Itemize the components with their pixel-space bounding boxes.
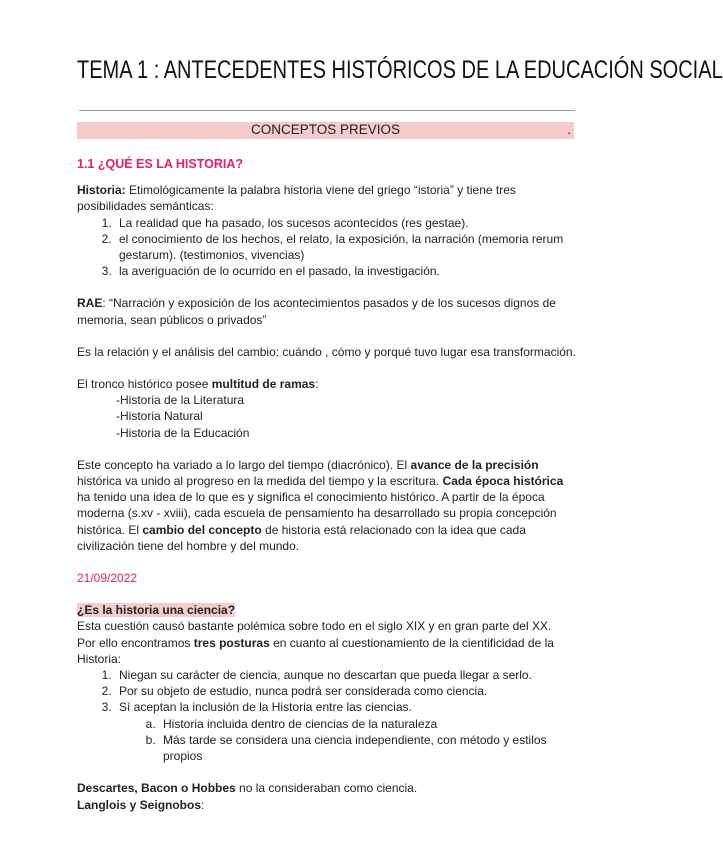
text: Etimológicamente la palabra historia viene del griego “istoria” y tiene tres posibilidades semánticas:: [77, 183, 516, 214]
list-item: 3. la averiguación de lo ocurrido en el pasado, la investigación.: [115, 263, 577, 279]
list-item: 1. La realidad que ha pasado, los sucesos acontecidos (res gestae).: [115, 215, 577, 231]
relacion-paragraph: Es la relación y el análisis del cambio: cuándo , cómo y porqué tuvo lugar esa transformación.: [77, 344, 576, 359]
tronco-paragraph: [77, 376, 577, 392]
section-heading: 1.1 ¿QUÉ ES LA HISTORIA?: [77, 157, 243, 171]
term: tres posturas: [193, 635, 270, 650]
text: ha tenido una idea de lo que es y significa el conocimiento histórico. A partir de la época moderna (s.xv - xviii), cada escuela de pensamiento ha desarrollado su propia concepción histórica. El: [77, 490, 557, 537]
term: multitud de ramas: [211, 377, 316, 392]
concepto-paragraph: [77, 457, 577, 554]
text: en cuanto al cuestionamiento de la cientificidad de la Historia:: [77, 635, 554, 666]
horizontal-rule: [79, 110, 575, 111]
band-label: CONCEPTOS PREVIOS: [250, 122, 401, 137]
band-dot: .: [567, 122, 571, 137]
rama-item: -Historia de la Educación: [116, 425, 250, 440]
highlighted-heading: ¿Es la historia una ciencia?: [77, 603, 236, 618]
term: RAE: [77, 296, 103, 311]
rama-item: -Historia de la Literatura: [116, 393, 245, 408]
rama-item: -Historia Natural: [116, 409, 203, 424]
term: Langlois y Seignobos: [77, 797, 202, 812]
list-item: [115, 699, 577, 764]
term: cambio del concepto: [142, 522, 262, 537]
historia-list: [77, 215, 577, 280]
text: histórica va unido al progreso en la medida del tiempo y la escritura.: [77, 474, 443, 489]
sub-list-item: a. Historia incluida dentro de ciencias de la naturaleza: [159, 716, 577, 732]
descartes-line: [77, 780, 577, 796]
document-body: [77, 156, 577, 813]
text: :: [201, 797, 205, 812]
document-title: TEMA 1 : ANTECEDENTES HISTÓRICOS DE LA EDUCACIÓN SOCIAL: [77, 56, 723, 84]
ciencia-heading: [77, 602, 577, 618]
date: 21/09/2022: [77, 571, 138, 586]
posturas-line: [77, 635, 577, 667]
text: Sí aceptan la inclusión de la Historia entre las ciencias.: [119, 700, 412, 715]
list-item: 2. el conocimiento de los hechos, el relato, la exposición, la narración (memoria rerum gestarum). (testimonios, vivencias): [115, 231, 577, 263]
text: de historia está relacionado con la idea que cada civilización tiene del hombre y del mundo.: [77, 522, 526, 553]
langlois-line: [77, 797, 577, 813]
term: avance de la precisión: [410, 457, 539, 472]
ciencia-line: Esta cuestión causó bastante polémica sobre todo en el siglo XIX y en gran parte del XX.: [77, 619, 552, 634]
term: Descartes, Bacon o Hobbes: [77, 781, 236, 796]
sub-list-item: b. Más tarde se considera una ciencia independiente, con método y estilos propios: [159, 732, 577, 764]
text: El tronco histórico posee: [77, 377, 212, 392]
historia-paragraph: [77, 182, 577, 214]
sub-list: [119, 716, 577, 765]
posturas-list: [77, 667, 577, 764]
text: no la consideraban como ciencia.: [235, 781, 418, 796]
rae-paragraph: [77, 295, 577, 327]
list-item: 1. Niegan su carácter de ciencia, aunque no descartan que pueda llegar a serlo.: [115, 667, 577, 683]
text: :: [315, 377, 319, 392]
term: Historia:: [77, 183, 126, 198]
section-band: [77, 122, 574, 139]
text: Por ello encontramos: [77, 635, 194, 650]
text: : “Narración y exposición de los acontecimientos pasados y de los sucesos dignos de memoria, sean públicos o privados”: [77, 296, 556, 327]
list-item: 2. Por su objeto de estudio, nunca podrá ser considerada como ciencia.: [115, 683, 577, 699]
text: Este concepto ha variado a lo largo del tiempo (diacrónico). El: [77, 457, 411, 472]
term: Cada época histórica: [442, 474, 564, 489]
